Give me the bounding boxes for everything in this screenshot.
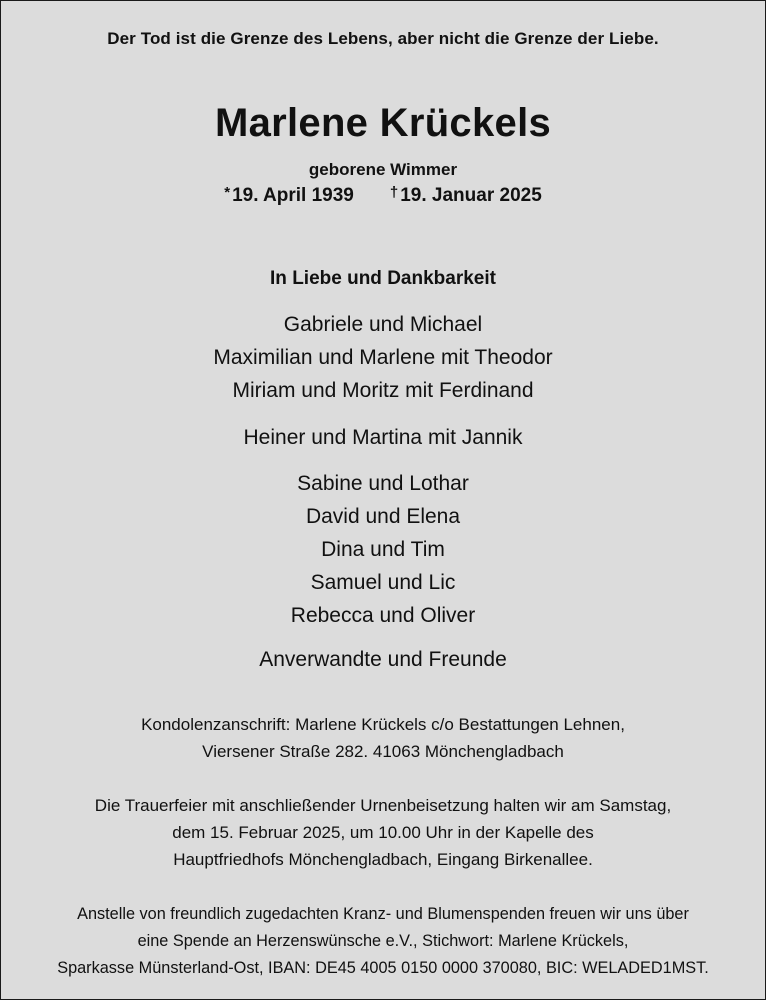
mourner-line: Samuel und Lic	[310, 571, 456, 594]
mourners-heading: In Liebe und Dankbarkeit	[270, 268, 496, 289]
maiden-name: geborene Wimmer	[308, 160, 458, 179]
birth-date: 19. April 1939	[232, 185, 354, 206]
mourner-line: Gabriele und Michael	[283, 313, 483, 336]
condolence-address-line: Viersener Straße 282. 41063 Mönchengladbach	[202, 742, 564, 761]
donation-info-line: Anstelle von freundlich zugedachten Kranz- und Blumenspenden freuen wir uns über	[77, 905, 689, 923]
death-date: 19. Januar 2025	[400, 185, 542, 206]
mourner-line: Heiner und Martina mit Jannik	[243, 426, 523, 449]
birth-star-icon: *	[224, 184, 231, 201]
donation-info-line: Sparkasse Münsterland-Ost, IBAN: DE45 4005 0150 0000 370080, BIC: WELADED1MST.	[57, 959, 709, 977]
funeral-info-line: dem 15. Februar 2025, um 10.00 Uhr in der Kapelle des	[172, 823, 594, 842]
mourners-closing: Anverwandte und Freunde	[259, 648, 507, 671]
funeral-info-line: Hauptfriedhofs Mönchengladbach, Eingang Birkenallee.	[173, 850, 593, 869]
mourner-line: Maximilian und Marlene mit Theodor	[213, 346, 553, 369]
mourner-line: Dina und Tim	[321, 538, 445, 561]
condolence-address-line: Kondolenzanschrift: Marlene Krückels c/o Bestattungen Lehnen,	[141, 715, 625, 734]
mourner-line: Sabine und Lothar	[297, 472, 469, 495]
motto-text: Der Tod ist die Grenze des Lebens, aber nicht die Grenze der Liebe.	[107, 29, 659, 48]
deceased-name: Marlene Krückels	[214, 101, 552, 145]
life-dates	[1, 185, 765, 207]
mourner-line: Miriam und Moritz mit Ferdinand	[232, 379, 534, 402]
mourner-line: Rebecca und Oliver	[290, 604, 476, 627]
funeral-info-line: Die Trauerfeier mit anschließender Urnenbeisetzung halten wir am Samstag,	[94, 796, 672, 815]
donation-info-line: eine Spende an Herzenswünsche e.V., Stichwort: Marlene Krückels,	[137, 932, 629, 950]
death-cross-icon: †	[389, 184, 399, 201]
mourner-line: David und Elena	[305, 505, 461, 528]
